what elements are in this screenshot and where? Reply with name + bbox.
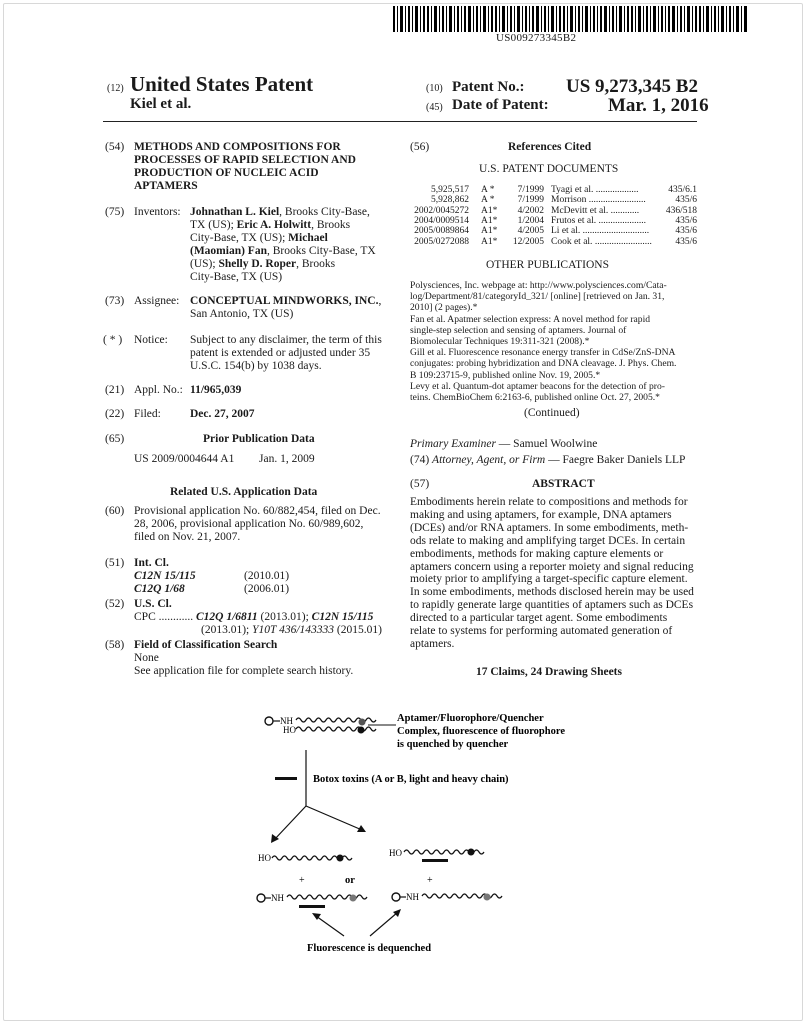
ref-leader-dots: ..................	[593, 185, 639, 195]
quencher-icon	[358, 727, 365, 734]
field-search-see: See application file for complete search history.	[134, 665, 354, 677]
fluorophore-left-icon	[257, 894, 265, 902]
toxin-bound-left	[299, 905, 325, 908]
code-75: (75)	[105, 206, 125, 218]
ho-left: HO	[258, 853, 271, 863]
inventors-label: Inventors:	[134, 206, 181, 218]
notice-label: Notice:	[134, 334, 168, 346]
aptamer-diagram	[250, 700, 700, 970]
abstract-line: moiety prior to amplifying a target-specific capture element.	[410, 573, 688, 586]
publication-line: 2010] (2 pages).*	[410, 302, 478, 314]
references-heading: References Cited	[508, 141, 592, 153]
ref-date: 4/2005	[517, 226, 544, 237]
abstract-line: embodiments, methods for making capture elements or	[410, 547, 664, 560]
nh-left: NH	[271, 893, 284, 903]
inventor-line-2: TX (US); Eric A. Holwitt, Brooks	[190, 219, 351, 231]
nh-right: NH	[406, 892, 419, 902]
code-58: (58)	[105, 639, 125, 651]
fluorophore-icon	[265, 717, 273, 725]
field-search-label: Field of Classification Search	[134, 639, 278, 651]
publication-line: Polysciences, Inc. webpage at: http://www.polysciences.com/Cata-	[410, 280, 667, 291]
ref-kind: A1*	[481, 226, 498, 237]
label-dequenched: Fluorescence is dequenched	[307, 943, 432, 954]
ho-label: HO	[283, 725, 296, 735]
ref-date: 12/2005	[512, 236, 544, 247]
code-notice: ( * )	[103, 334, 123, 346]
field-search-none: None	[134, 652, 159, 664]
abstract-line: relate to systems for performing automated generation of	[410, 625, 673, 637]
title-line-1: METHODS AND COMPOSITIONS FOR	[134, 141, 341, 153]
publication-line: Gill et al. Fluorescence resonance energy transfer in CdSe/ZnS-DNA	[410, 347, 676, 359]
abstract-line: (DCEs) and/or RNA aptamers. In some embodiments, meth-	[410, 521, 689, 534]
plus-left: +	[299, 875, 305, 886]
header-code-45: (45)	[426, 102, 443, 113]
title-line-3: PRODUCTION OF NUCLEIC ACID	[134, 167, 319, 179]
ref-date: 7/1999	[517, 185, 544, 195]
ref-number: 2005/0089864	[414, 226, 469, 237]
prior-pub-heading: Prior Publication Data	[203, 433, 315, 445]
code-52: (52)	[105, 598, 125, 610]
label-complex-3: is quenched by quencher	[397, 739, 509, 750]
abstract-line: to rapidly generate large quantities of aptamers such as DCEs	[410, 599, 694, 612]
publication-line: conjugates: probing hybridization and DNA cleavage. J. Phys. Chem.	[410, 358, 677, 370]
publication-line: log/Department/81/categoryId_321/ [online] [retrieved on Jan. 31,	[410, 291, 665, 303]
abstract-heading: ABSTRACT	[532, 478, 595, 490]
appl-label: Appl. No.:	[134, 384, 183, 396]
prior-pub-date: Jan. 1, 2009	[259, 453, 315, 465]
filed-date: Dec. 27, 2007	[190, 408, 255, 420]
header-code-10: (10)	[426, 83, 443, 94]
examiner-line: Primary Examiner — Samuel Woolwine	[410, 438, 598, 450]
code-54: (54)	[105, 141, 125, 153]
ref-number: 2002/0045272	[414, 205, 469, 216]
botox-toxin-bar	[275, 777, 297, 780]
end-dot-left	[350, 895, 357, 902]
or-label: or	[345, 875, 355, 886]
us-docs-heading: U.S. PATENT DOCUMENTS	[479, 163, 619, 175]
int-cl-1-version: (2010.01)	[244, 570, 290, 582]
inventor-line-5: (US); Shelly D. Roper, Brooks	[190, 258, 336, 270]
code-57: (57)	[410, 478, 430, 490]
ref-class: 435/6	[675, 226, 697, 237]
publication-line: Levy et al. Quantum-dot aptamer beacons for the detection of pro-	[410, 380, 665, 392]
header-rule	[103, 121, 697, 122]
title-line-4: APTAMERS	[134, 180, 198, 192]
ref-name-text: Morrison	[551, 195, 587, 206]
arrow-converge-right	[370, 912, 398, 936]
claims-summary: 17 Claims, 24 Drawing Sheets	[476, 666, 622, 678]
fluorophore-right-icon	[392, 893, 400, 901]
code-21: (21)	[105, 384, 125, 396]
other-pubs-heading: OTHER PUBLICATIONS	[486, 259, 609, 271]
int-cl-2-version: (2006.01)	[244, 583, 290, 595]
patent-number: US 9,273,345 B2	[566, 76, 698, 97]
provisional-line-3: filed on Nov. 21, 2007.	[134, 531, 241, 543]
filed-label: Filed:	[134, 408, 161, 420]
inventor-line-3: City-Base, TX (US); Michael	[190, 232, 328, 244]
abstract-line: directed to a particular target agent. Some embodiments	[410, 612, 668, 625]
ho-right: HO	[389, 848, 402, 858]
code-65: (65)	[105, 433, 125, 445]
code-60: (60)	[105, 505, 125, 517]
ref-class: 436/518	[665, 205, 697, 216]
ref-class: 435/6	[675, 236, 697, 247]
publication-line: B 109:23715-9, published online Nov. 19, 2005.*	[410, 369, 601, 381]
patent-date: Mar. 1, 2016	[608, 95, 709, 116]
patent-no-label: Patent No.:	[452, 79, 525, 95]
barcode-number: US009273345B2	[496, 32, 577, 44]
provisional-line-1: Provisional application No. 60/882,454, filed on Dec.	[134, 505, 381, 517]
end-dot-right	[484, 894, 491, 901]
ref-number: 5,925,517	[431, 185, 469, 195]
barcode	[393, 6, 747, 32]
code-56: (56)	[410, 141, 430, 153]
nh-label: NH	[280, 716, 293, 726]
ref-leader-dots: ........................	[592, 236, 652, 247]
arrow-left	[274, 806, 306, 840]
label-complex-1: Aptamer/Fluorophore/Quencher	[397, 713, 544, 724]
quencher-dot-grey	[359, 719, 366, 726]
ref-leader-dots: ....................	[596, 215, 646, 226]
ref-kind: A1*	[481, 215, 498, 226]
inventor-line-1: Johnathan L. Kiel, Brooks City-Base,	[190, 206, 370, 218]
ref-leader-dots: ........................	[586, 195, 646, 206]
ref-date: 1/2004	[517, 215, 544, 226]
code-73: (73)	[105, 295, 125, 307]
ref-class: 435/6	[675, 215, 697, 226]
inventor-line-6: City-Base, TX (US)	[190, 271, 283, 283]
abstract-line: Embodiments herein relate to compositions and methods for	[410, 496, 688, 508]
abstract-line: ods relate to making and amplifying target DCEs. In certain	[410, 534, 686, 547]
ref-class: 435/6.1	[668, 185, 697, 195]
arrow-converge-left	[316, 916, 344, 936]
abstract-line: In some embodiments, methods disclosed herein may be used	[410, 586, 694, 599]
notice-line-1: Subject to any disclaimer, the term of this	[190, 334, 382, 346]
assignee-city: San Antonio, TX (US)	[190, 308, 294, 320]
continued-note: (Continued)	[524, 407, 580, 419]
inventors-short: Kiel et al.	[130, 96, 192, 112]
header-code-12: (12)	[107, 83, 124, 94]
ref-name-text: McDevitt et al.	[551, 205, 609, 216]
arrow-right	[306, 806, 362, 830]
ref-kind: A1*	[481, 236, 498, 247]
label-botox: Botox toxins (A or B, light and heavy chain)	[313, 774, 509, 785]
cpc-line-1: CPC ............ C12Q 1/6811 (2013.01); C12N 15/115	[134, 611, 374, 623]
code-51: (51)	[105, 557, 125, 569]
provisional-line-2: 28, 2006, provisional application No. 60/989,602,	[134, 518, 364, 530]
attorney-line: (74) Attorney, Agent, or Firm — Faegre Baker Daniels LLP	[410, 454, 686, 466]
int-cl-1: C12N 15/115	[134, 570, 196, 582]
us-cl-label: U.S. Cl.	[134, 598, 172, 610]
notice-line-3: U.S.C. 154(b) by 1038 days.	[190, 360, 322, 372]
quencher-right-icon	[468, 849, 475, 856]
ref-class: 435/6	[675, 195, 697, 206]
abstract-line: aptamers concern using a reporter moiety and signal reducing	[410, 560, 694, 573]
date-label: Date of Patent:	[452, 97, 549, 113]
ref-date: 7/1999	[517, 195, 544, 206]
ref-number: 5,928,862	[431, 195, 469, 206]
prior-pub-number: US 2009/0004644 A1	[134, 453, 235, 465]
ref-leader-dots: ............................	[580, 226, 650, 237]
int-cl-label: Int. Cl.	[134, 557, 169, 569]
label-complex-2: Complex, fluorescence of fluorophore	[397, 726, 565, 737]
abstract-line: aptamers.	[410, 637, 455, 650]
ref-number: 2004/0009514	[414, 215, 469, 226]
ref-name	[551, 237, 652, 248]
ref-leader-dots: ............	[608, 205, 640, 216]
publication-line: teins. ChemBioChem 6:2163-6, published online Oct. 27, 2005.*	[410, 392, 660, 403]
publication-line: single-step selection and sensing of aptamers. Journal of	[410, 324, 627, 336]
publication-line: Biomolecular Techniques 19:311-321 (2008).*	[410, 336, 590, 347]
ref-name-text: Cook et al.	[551, 236, 593, 247]
ref-name-text: Frutos et al.	[551, 215, 597, 226]
ref-number: 2005/0272088	[414, 236, 469, 247]
quencher-left-icon	[337, 855, 344, 862]
ref-kind: A *	[481, 185, 495, 195]
patent-heading: United States Patent	[130, 72, 314, 96]
int-cl-2: C12Q 1/68	[134, 583, 185, 595]
publication-line: Fan et al. Apatmer selection express: A novel method for rapid	[410, 313, 651, 325]
ref-kind: A1*	[481, 205, 498, 216]
title-line-2: PROCESSES OF RAPID SELECTION AND	[134, 154, 356, 166]
cpc-line-2: (2013.01); Y10T 436/143333 (2015.01)	[201, 624, 382, 636]
plus-right: +	[427, 875, 433, 886]
assignee-label: Assignee:	[134, 295, 180, 307]
inventor-line-4: (Maomian) Fan, Brooks City-Base, TX	[190, 245, 376, 257]
notice-line-2: patent is extended or adjusted under 35	[190, 347, 371, 359]
abstract-line: making and using aptamers, for example, DNA aptamers	[410, 508, 672, 521]
appl-number: 11/965,039	[190, 384, 242, 396]
ref-name-text: Li et al.	[551, 226, 581, 237]
ref-date: 4/2002	[517, 205, 544, 216]
toxin-bound-right	[422, 859, 448, 862]
code-22: (22)	[105, 408, 125, 420]
related-heading: Related U.S. Application Data	[170, 486, 318, 498]
ref-name-text: Tyagi et al.	[551, 185, 594, 195]
ref-kind: A *	[481, 195, 495, 206]
assignee-name: CONCEPTUAL MINDWORKS, INC.,	[190, 295, 382, 307]
